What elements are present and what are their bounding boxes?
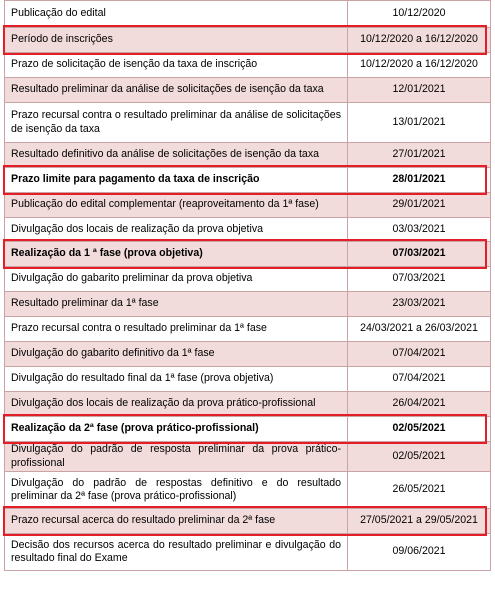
schedule-row (5, 509, 491, 534)
event-date: 27/01/2021 (348, 143, 491, 168)
event-description: Resultado preliminar da 1ª fase (5, 292, 348, 317)
event-description: Divulgação do padrão de respostas definitivo e do resultado preliminar da 2ª fase (prova prático-profissional) (5, 472, 348, 509)
event-description: Publicação do edital complementar (reaproveitamento da 1ª fase) (5, 193, 348, 218)
schedule-row (5, 442, 491, 472)
event-date: 28/01/2021 (348, 168, 491, 193)
event-date: 13/01/2021 (348, 103, 491, 143)
event-date: 29/01/2021 (348, 193, 491, 218)
event-description: Resultado definitivo da análise de solicitações de isenção da taxa (5, 143, 348, 168)
event-description: Realização da 2ª fase (prova prático-profissional) (5, 417, 348, 442)
event-date: 07/04/2021 (348, 367, 491, 392)
event-description: Prazo recursal contra o resultado preliminar da análise de solicitações de isenção da taxa (5, 103, 348, 143)
event-description: Divulgação do resultado final da 1ª fase (prova objetiva) (5, 367, 348, 392)
schedule-row (5, 1, 491, 28)
event-description: Decisão dos recursos acerca do resultado preliminar e divulgação do resultado final do Exame (5, 534, 348, 571)
event-description: Divulgação dos locais de realização da prova prático-profissional (5, 392, 348, 417)
schedule-row (5, 218, 491, 242)
event-date: 07/03/2021 (348, 267, 491, 292)
event-date: 24/03/2021 a 26/03/2021 (348, 317, 491, 342)
schedule-row (5, 78, 491, 103)
event-date: 10/12/2020 a 16/12/2020 (348, 28, 491, 53)
schedule-row (5, 417, 491, 442)
event-date: 26/05/2021 (348, 472, 491, 509)
schedule-row (5, 193, 491, 218)
event-date: 27/05/2021 a 29/05/2021 (348, 509, 491, 534)
event-description: Divulgação do gabarito preliminar da prova objetiva (5, 267, 348, 292)
schedule-row (5, 472, 491, 509)
schedule-row (5, 342, 491, 367)
event-date: 12/01/2021 (348, 78, 491, 103)
event-date: 26/04/2021 (348, 392, 491, 417)
schedule-row (5, 28, 491, 53)
schedule-row (5, 168, 491, 193)
event-date: 03/03/2021 (348, 218, 491, 242)
schedule-table (4, 0, 491, 571)
event-description: Prazo de solicitação de isenção da taxa de inscrição (5, 53, 348, 78)
event-description: Resultado preliminar da análise de solicitações de isenção da taxa (5, 78, 348, 103)
schedule-row (5, 103, 491, 143)
schedule-row (5, 242, 491, 267)
event-date: 02/05/2021 (348, 442, 491, 472)
event-date: 07/03/2021 (348, 242, 491, 267)
schedule-row (5, 267, 491, 292)
schedule-row (5, 317, 491, 342)
event-date: 23/03/2021 (348, 292, 491, 317)
schedule-row (5, 53, 491, 78)
event-date: 02/05/2021 (348, 417, 491, 442)
event-description: Prazo recursal acerca do resultado preliminar da 2ª fase (5, 509, 348, 534)
schedule-row (5, 292, 491, 317)
event-description: Período de inscrições (5, 28, 348, 53)
event-description: Divulgação dos locais de realização da prova objetiva (5, 218, 348, 242)
schedule-row (5, 367, 491, 392)
event-description: Divulgação do gabarito definitivo da 1ª fase (5, 342, 348, 367)
event-description: Publicação do edital (5, 1, 348, 28)
event-date: 09/06/2021 (348, 534, 491, 571)
event-date: 07/04/2021 (348, 342, 491, 367)
event-description: Prazo limite para pagamento da taxa de inscrição (5, 168, 348, 193)
event-date: 10/12/2020 a 16/12/2020 (348, 53, 491, 78)
event-description: Prazo recursal contra o resultado preliminar da 1ª fase (5, 317, 348, 342)
event-description: Divulgação do padrão de resposta preliminar da prova prático-profissional (5, 442, 348, 472)
event-date: 10/12/2020 (348, 1, 491, 28)
schedule-row (5, 534, 491, 571)
schedule-row (5, 392, 491, 417)
schedule-row (5, 143, 491, 168)
event-description: Realização da 1 ª fase (prova objetiva) (5, 242, 348, 267)
